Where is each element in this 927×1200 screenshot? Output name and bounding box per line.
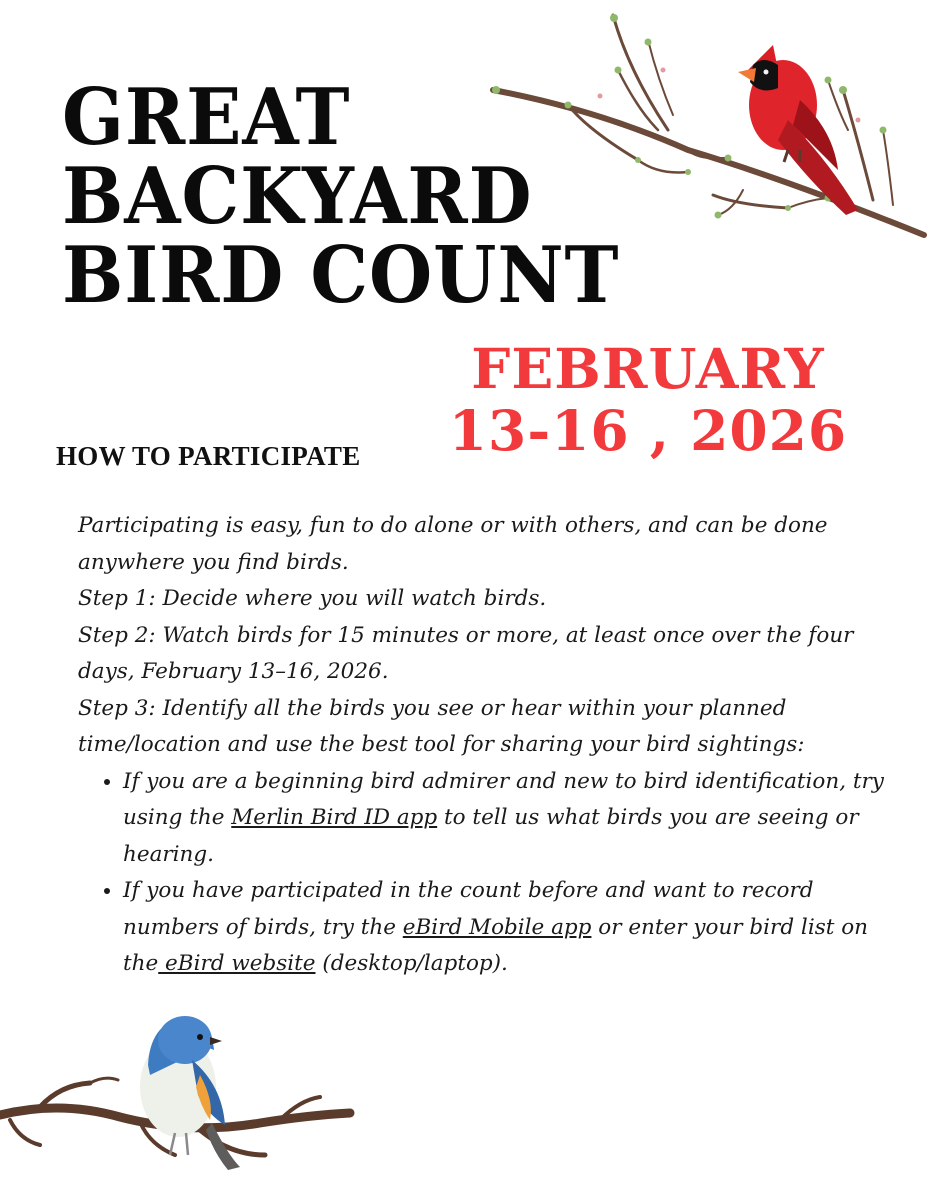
how-to-participate-heading: HOW TO PARTICIPATE	[56, 441, 361, 471]
event-date-month: FEBRUARY	[471, 336, 825, 401]
event-date	[448, 338, 848, 462]
tool-list	[78, 764, 898, 983]
title-line-2: BACKYARD	[62, 151, 533, 242]
event-date-days: 13-16 , 2026	[448, 398, 848, 463]
title-line-3: BIRD COUNT	[62, 230, 620, 321]
ebird-website-link[interactable]: eBird website	[158, 951, 316, 976]
bullet-text: If you have participated in the count before and want to record numbers of birds, try the	[123, 878, 814, 940]
instructions	[78, 508, 898, 983]
intro-paragraph: Participating is easy, fun to do alone or with others, and can be done anywhere you find birds.	[78, 513, 828, 575]
ebird-mobile-app-link[interactable]: eBird Mobile app	[402, 914, 592, 940]
bullet-text: to tell us what birds you are seeing or hearing.	[123, 805, 859, 867]
bullet-text: If you are a beginning bird admirer and new to bird identification, try using the	[123, 768, 884, 830]
bluetail-on-branch-illustration	[0, 1005, 360, 1180]
title-line-1: GREAT	[62, 72, 351, 163]
merlin-bird-id-app-link[interactable]: Merlin Bird ID app	[231, 805, 438, 830]
step-3: Step 3: Identify all the birds you see or hear within your planned time/location and use the best tool for sharing your bird sightings:	[78, 695, 805, 757]
bullet-text: or enter your bird list on the	[123, 914, 868, 976]
list-item	[123, 873, 898, 983]
step-2: Step 2: Watch birds for 15 minutes or more, at least once over the four days, February 13–16, 2026.	[78, 622, 854, 684]
bullet-text: (desktop/laptop).	[315, 951, 508, 976]
list-item	[123, 764, 898, 874]
step-1: Step 1: Decide where you will watch birds.	[78, 586, 547, 611]
page-title	[62, 72, 620, 321]
